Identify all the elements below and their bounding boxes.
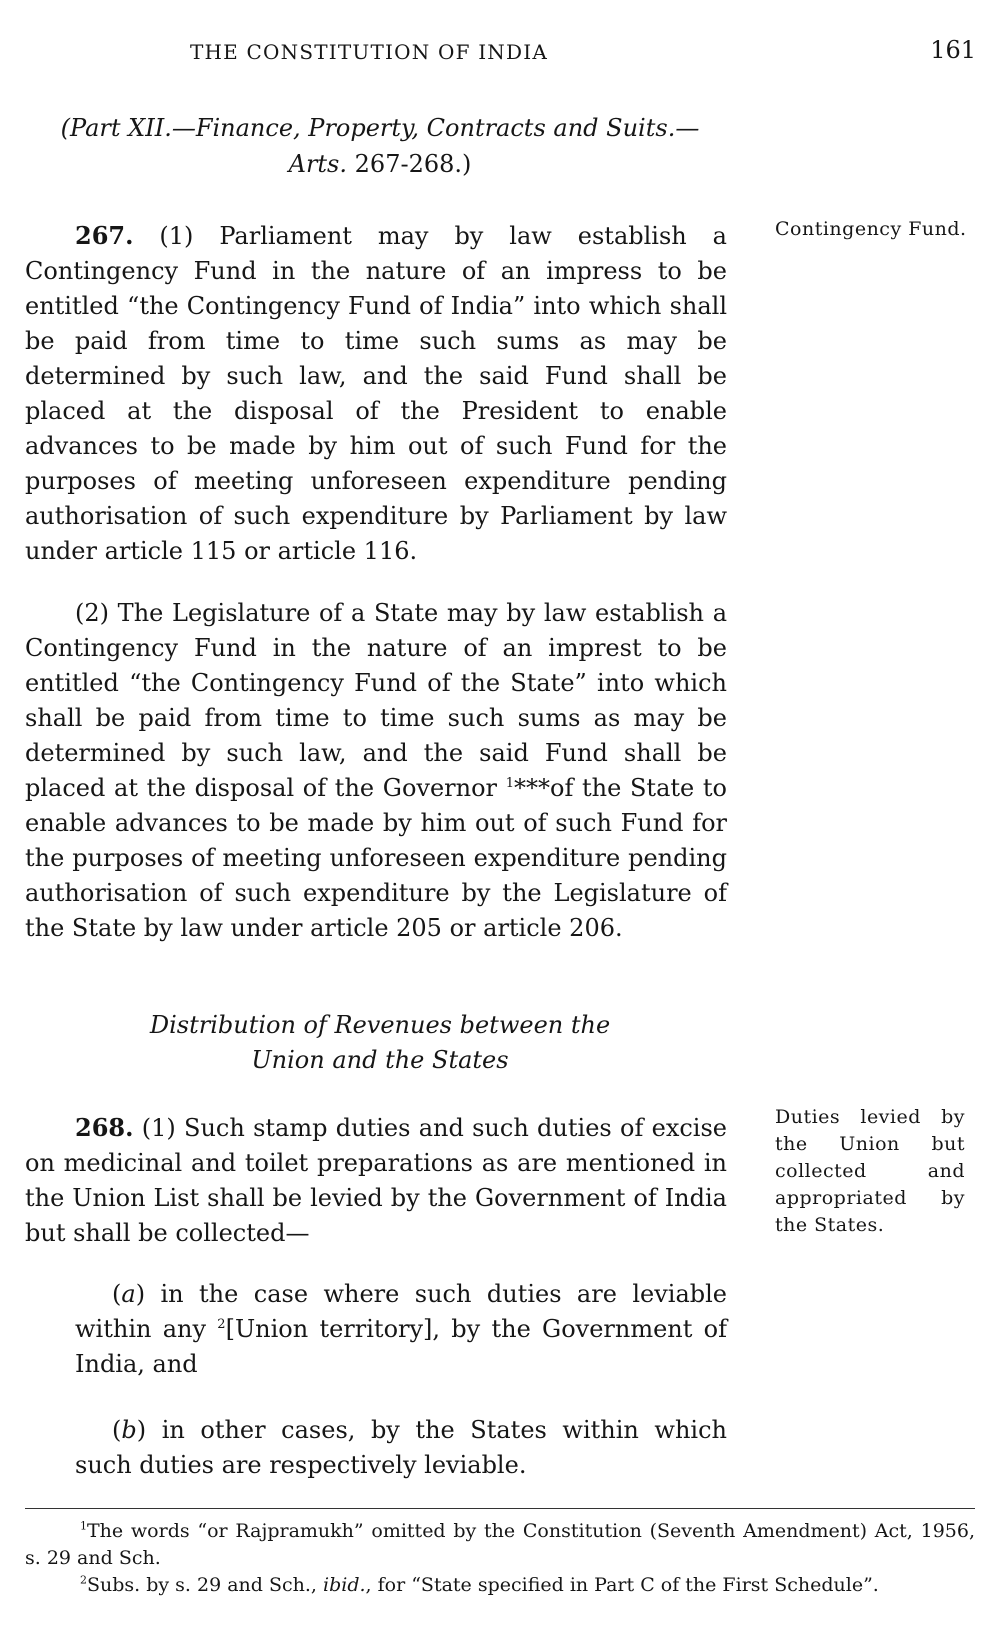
page-header (0, 36, 1000, 72)
article-267-number: 267. (75, 221, 134, 250)
clause-a-letter: a (121, 1280, 136, 1308)
article-267-clause-1 (25, 218, 727, 569)
marginal-note-duties-levied: Duties levied by the Union but collected and appropriated by the States. (775, 1106, 965, 1236)
article-267-clause-2-paragraph (25, 596, 727, 946)
arts-range: 267-268.) (354, 150, 472, 178)
clause-a-text-start: in the case where such duties are leviable within any (75, 1280, 728, 1343)
clause-b-text: in other cases, by the States within which such duties are respectively leviable. (75, 1416, 727, 1479)
running-title: THE CONSTITUTION OF INDIA (190, 40, 548, 64)
marginal-note-contingency-fund: Contingency Fund. (775, 218, 967, 240)
part-heading-articles (60, 146, 700, 182)
article-268-number: 268. (75, 1113, 134, 1142)
article-267-clause-1-text: (1) Parliament may by law establish a Contingency Fund in the nature of an impress to be entitled “the Contingency Fund of India” into which shall be paid from time to time such sums as may be determined by such law, and the said Fund shall be placed at the disposal of the President to enable advances to be made by him out of such Fund for the purposes of meeting unforeseen expenditure pending authorisation of such expenditure by Parliament by law under article 115 or article 116. (25, 222, 727, 565)
part-heading (60, 110, 700, 182)
distribution-heading-line-1: Distribution of Revenues between the (149, 1011, 611, 1039)
footnote-1 (25, 1518, 975, 1572)
part-heading-line: (Part XII.—Finance, Property, Contracts and Suits.— (60, 114, 700, 142)
article-268-paragraph (25, 1110, 727, 1251)
arts-word: Arts. (288, 150, 348, 178)
article-268-text: (1) Such stamp duties and such duties of excise on medicinal and toilet preparations as are mentioned in the Union List shall be levied by the Government of India but shall be collected— (25, 1114, 727, 1247)
footnote-2-text-start: Subs. by s. 29 and Sch., (87, 1574, 317, 1596)
footnote-2-text-end: , for “State specified in Part C of the First Schedule”. (365, 1574, 879, 1596)
clause-b-letter: b (121, 1416, 137, 1444)
article-267-clause-2 (25, 596, 727, 946)
page-number: 161 (930, 36, 976, 64)
clause-2-text-start: (2) The Legislature of a State may by law establish a Contingency Fund in the nature of an imprest to be entitled “the Contingency Fund of the State” into which shall be paid from time to time such sums as may be determined by such law, and the said Fund shall be placed at the disposal of the Governor (25, 599, 727, 802)
footnote-1-text: The words “or Rajpramukh” omitted by the Constitution (Seventh Amendment) Act, 1956, s. 29 and Sch. (25, 1520, 975, 1569)
footnote-divider (25, 1508, 975, 1509)
footnote-2 (25, 1572, 975, 1599)
footnotes (25, 1518, 975, 1599)
article-268-clause-b (25, 1413, 727, 1483)
clause-a-paragraph: (a) in the case where such duties are leviable within any $^2$[Union territory], by the Government of India, and (75, 1280, 728, 1378)
clause-a-text-end: [Union territory], by the Government of India, and (75, 1315, 727, 1378)
article-268-clause-a (25, 1277, 727, 1382)
distribution-heading-line-2: Union and the States (251, 1046, 509, 1074)
footnote-ref-1: 1 (505, 776, 514, 791)
footnote-2-ibid: ibid. (323, 1574, 366, 1596)
footnote-ref-2: 2 (217, 1317, 226, 1332)
footnote-2-mark: 2 (80, 1573, 87, 1587)
clause-2-text-end: ***of the State to enable advances to be made by him out of such Fund for the purposes of meeting unforeseen expenditure pending authorisation of such expenditure by the Legislature of the State by law under article 205 or article 206. (25, 774, 728, 942)
article-268 (25, 1110, 727, 1251)
footnote-1-mark: 1 (80, 1519, 87, 1533)
clause-b-paragraph: (b) in other cases, by the States within which such duties are respectively leviable. (75, 1416, 727, 1479)
article-267-paragraph (25, 218, 727, 569)
distribution-heading (130, 1008, 630, 1078)
